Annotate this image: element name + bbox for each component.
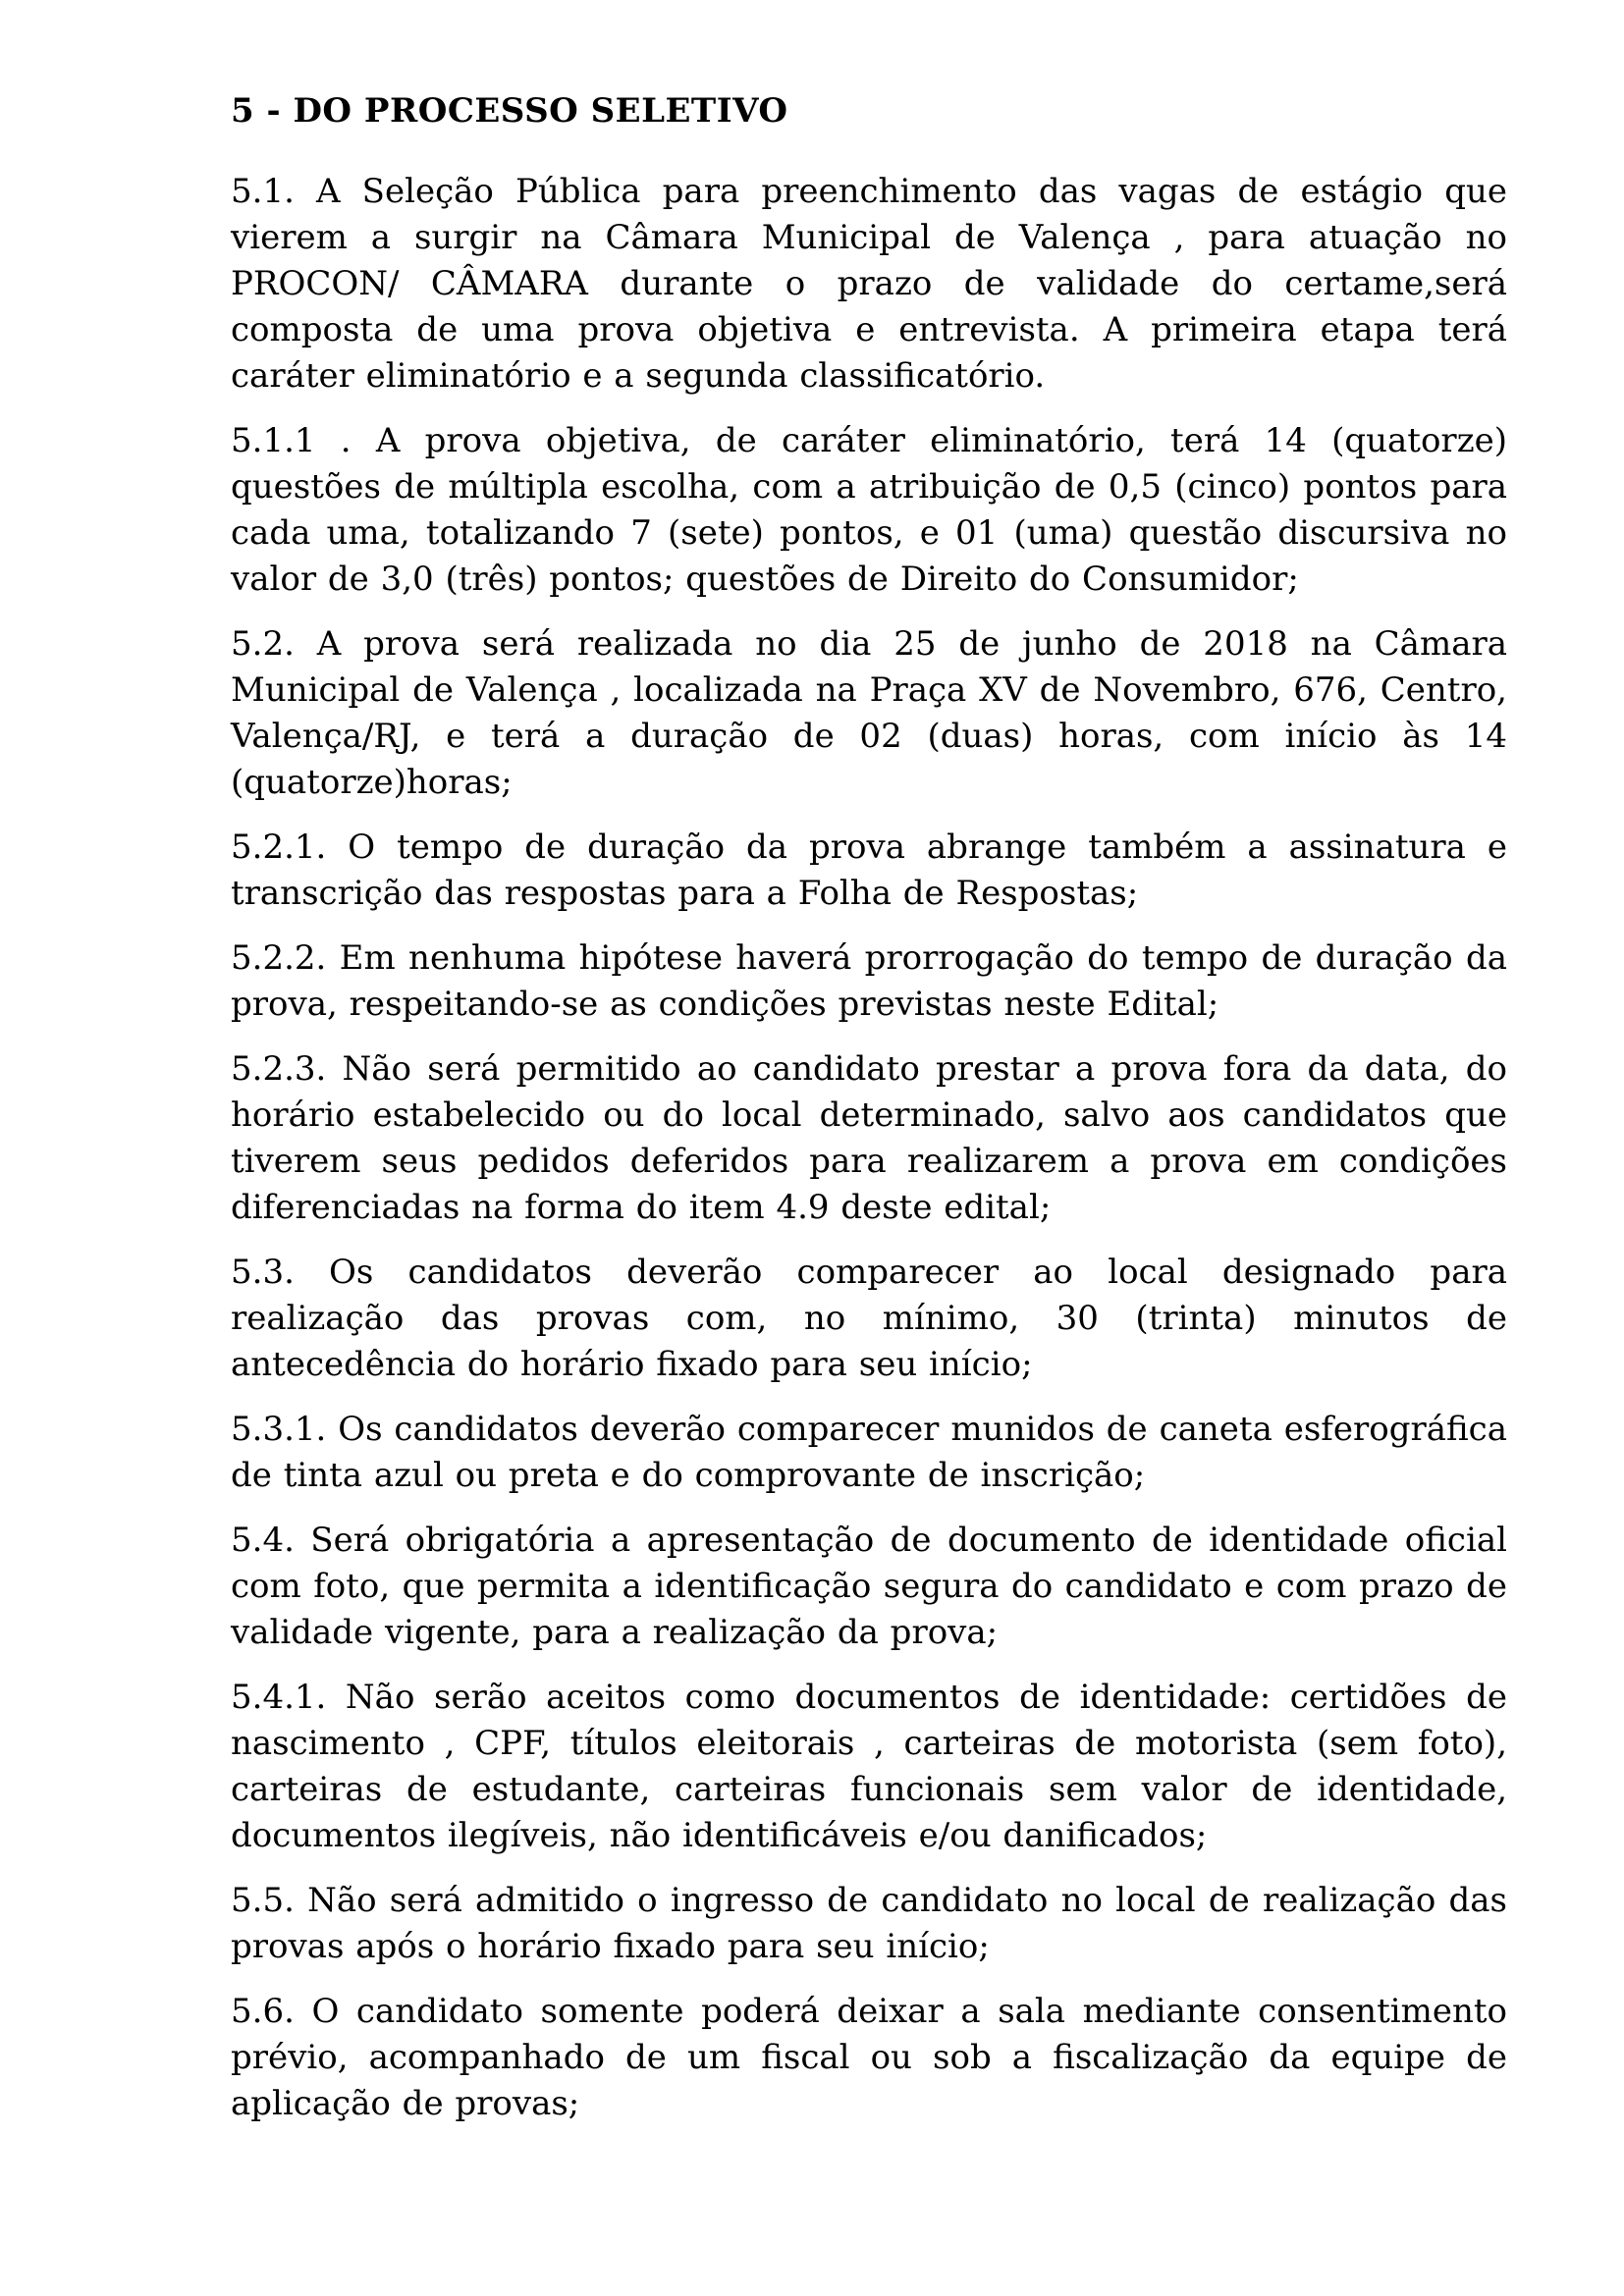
paragraph-5-2-2: 5.2.2. Em nenhuma hipótese haverá prorrogação do tempo de duração da prova, respeitando-se as condições previstas neste Edital;	[231, 938, 1507, 1024]
paragraph-5-1: 5.1. A Seleção Pública para preenchimento das vagas de estágio que vierem a surgir na Câmara Municipal de Valença , para atuação no PROCON/ CÂMARA durante o prazo de validade do certame,será composta de uma prova objetiva e entrevista. A primeira etapa terá caráter eliminatório e a segunda classificatório.	[231, 172, 1507, 396]
paragraph-5-3-1: 5.3.1. Os candidatos deverão comparecer munidos de caneta esferográfica de tinta azul ou preta e do comprovante de inscrição;	[231, 1410, 1507, 1495]
paragraph-5-4-1: 5.4.1. Não serão aceitos como documentos de identidade: certidões de nascimento , CPF, títulos eleitorais , carteiras de motorista (sem foto), carteiras de estudante, carteiras funcionais sem valor de identidade, documentos ilegíveis, não identificáveis e/ou danificados;	[231, 1678, 1507, 1855]
paragraph-5-2-1: 5.2.1. O tempo de duração da prova abrange também a assinatura e transcrição das respostas para a Folha de Respostas;	[231, 828, 1507, 913]
paragraph-5-1-1: 5.1.1 . A prova objetiva, de caráter eliminatório, terá 14 (quatorze) questões de múltipla escolha, com a atribuição de 0,5 (cinco) pontos para cada uma, totalizando 7 (sete) pontos, e 01 (uma) questão discursiva no valor de 3,0 (três) pontos; questões de Direito do Consumidor;	[231, 421, 1507, 599]
paragraph-5-6: 5.6. O candidato somente poderá deixar a sala mediante consentimento prévio, acompanhado de um fiscal ou sob a fiscalização da equipe de aplicação de provas;	[231, 1992, 1507, 2123]
section-heading: 5 - DO PROCESSO SELETIVO	[231, 91, 788, 131]
paragraph-5-4: 5.4. Será obrigatória a apresentação de documento de identidade oficial com foto, que permita a identificação segura do candidato e com prazo de validade vigente, para a realização da prova;	[231, 1521, 1507, 1652]
paragraph-5-5: 5.5. Não será admitido o ingresso de candidato no local de realização das provas após o horário fixado para seu início;	[231, 1881, 1507, 1966]
paragraph-5-2: 5.2. A prova será realizada no dia 25 de junho de 2018 na Câmara Municipal de Valença , localizada na Praça XV de Novembro, 676, Centro, Valença/RJ, e terá a duração de 02 (duas) horas, com início às 14 (quatorze)horas;	[231, 624, 1507, 802]
paragraph-5-3: 5.3. Os candidatos deverão comparecer ao local designado para realização das provas com, no mínimo, 30 (trinta) minutos de antecedência do horário fixado para seu início;	[231, 1253, 1507, 1384]
paragraph-5-2-3: 5.2.3. Não será permitido ao candidato prestar a prova fora da data, do horário estabelecido ou do local determinado, salvo aos candidatos que tiverem seus pedidos deferidos para realizarem a prova em condições diferenciadas na forma do item 4.9 deste edital;	[231, 1049, 1507, 1227]
